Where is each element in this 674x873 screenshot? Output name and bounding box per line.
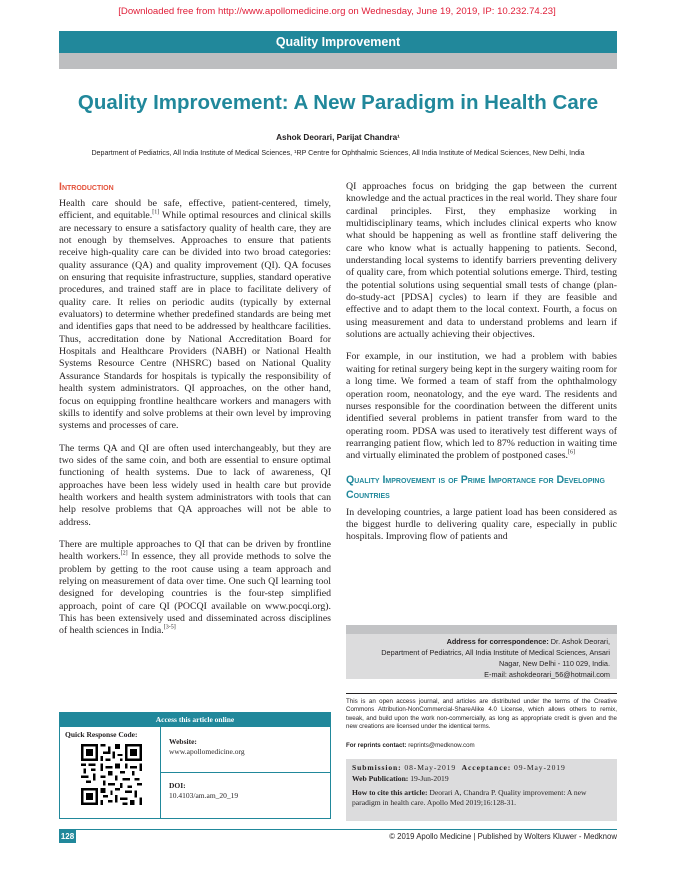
citation-ref[interactable]: [6] [568,449,576,456]
download-notice: [Downloaded free from http://www.apollomedicine.org on Wednesday, June 19, 2019, IP: 10.232.74.23] [118,6,556,17]
affiliation: Department of Pediatrics, All India Institute of Medical Sciences, ¹RP Centre for Ophthalmic Sciences, All India Institute of Medical Sciences, New Delhi, India [91,149,585,157]
license-text: This is an open access journal, and articles are distributed under the terms of the Creative Commons Attribution-NonCommercial-ShareAlike 4.0 License, which allows others to remix, tweak, and build upon the work non-commercially, as long as appropriate credit is given and the new creations are licensed under the identical terms. [346,693,617,731]
article-title: Quality Improvement: A New Paradigm in Health Care [77,91,599,114]
submission-label: Submission: [352,763,402,772]
paragraph [346,351,617,462]
correspondence-line: Department of Pediatrics, All India Institute of Medical Sciences, Ansari [381,648,610,657]
correspondence-heading [346,636,610,647]
citation [352,788,611,810]
paragraph-text: There are multiple approaches to QI that can be driven by frontline health workers. [59,538,331,563]
qr-code-icon[interactable] [81,744,142,805]
access-article-box [59,712,331,819]
heading-qi-developing-countries: Quality Improvement is of Prime Importance for Developing Countries [346,473,605,501]
website-link[interactable]: www.apollomedicine.org [169,747,245,756]
correspondence-line: Nagar, New Delhi - 110 029, India. [498,659,610,668]
page-number: 128 [60,832,75,841]
paragraph [59,198,331,433]
doi-label: DOI: [169,781,186,790]
reprints-email[interactable]: reprints@medknow.com [406,742,475,749]
correspondence-name: Dr. Ashok Deorari, [548,637,610,646]
correspondence-email[interactable]: E-mail: ashokdeorari_56@hotmail.com [484,670,610,679]
correspondence-label: Address for correspondence: [446,637,549,646]
doi-cell [161,773,330,819]
doi-link[interactable]: 10.4103/am.am_20_19 [169,791,239,800]
citation-ref[interactable]: [3-5] [163,625,176,632]
reprints-label: For reprints contact: [346,742,407,749]
paragraph-text: For example, in our institution, we had a problem with babies waiting for retinal surgery being kept in the surgery waiting room for a long time. We formed a team of staff from the ophthalmology operation room, neonatology, and the eye ward. The residents and nurses responsible for the coordination between the different units identified several problems in patient transfer from ward to the operating room. PDSA was used to iteratively test different ways of rearranging patient flow, which led to 87% reduction in waiting time and virtually eliminated the problem of postponed cases. [346,351,617,462]
web-publication [352,774,611,785]
paragraph-text: Health care should be safe, effective, patient-centered, timely, efficient, and equitable. [59,198,331,222]
citation-ref[interactable]: [2] [120,551,128,558]
paragraph-text: In essence, they all provide methods to solve the problem by getting to the root cause using a team approach and relying on measurement of data over time. One such QI learning tool designed for developing countries is the four-step simplified approach, point of care QI (POCQI available on www.pocqi.org). This has been extensively used and disseminated across disciplines of health sciences in India. [59,551,331,637]
paragraph: QI approaches focus on bridging the gap between the current knowledge and the actual practices in the real world. They share four cardinal principles. First, they emphasize working in multidisciplinary teams, which includes clinical experts who know what should be happening as well as frontline staff delivering the care who know what is actually happening to patients. Second, understanding local systems to identify barriers preventing delivery of quality care, from which potential solutions emerge. Third, testing the potential solutions using sequential small tests of change (plan-do-study-act [PDSA] cycles) to learn if they are feasible and effective and to adapt them to the local context. Fourth, a focus on using measurement and data to understand problems and learn if solutions are actually achieving their objectives. [346,181,617,341]
left-column [59,181,331,648]
correspondence-box [346,625,617,679]
footer-divider [59,829,617,830]
submission-dates [352,763,611,774]
acceptance-date: 09-May-2019 [511,763,566,772]
citation-text: Deorari A, Chandra P. Quality improvement: A new paradigm in health care. Apollo Med 2019;16:128-31. [352,787,587,808]
paragraph [59,539,331,638]
citation-ref[interactable]: [1] [152,210,160,217]
access-box-header: Access this article online [60,713,330,727]
section-header: Quality Improvement [59,31,617,53]
citation-label: How to cite this article: [352,787,428,797]
qr-label: Quick Response Code: [65,730,138,739]
submission-date: 08-May-2019 [401,763,457,772]
paragraph-text: While optimal resources and clinical skills are necessary to ensure a satisfactory quality of health care, they are not enough by themselves. Approaches to ensure that patients receive high-quality care can be divided into two broad categories: quality assurance (QA) and quality improvement (QI). QA focuses on ensuring that requisite infrastructure, supplies, standard operative procedures, and trained staff are in place to facilitate delivery of quality care. It relies on periodic audits (typically by external evaluators) to determine whether predefined standards are being met and identifies gaps that need to be addressed by healthcare facilities. Thus, accreditation done by National Accreditation Board for Hospitals and Healthcare Providers (NABH) or National Health Systems Resource Centre (NHSRC) based on National Quality Assurance Standards for hospitals is typically the responsibility of health system administrators. QI approaches, on the other hand, focus on equipping frontline healthcare workers and managers with skills to identify and solve problems at their own level by improving systems and processes of care. [59,210,331,432]
right-column [346,181,617,554]
acceptance-label: Acceptance: [461,763,512,772]
web-publication-date: 19-Jun-2019 [408,773,449,783]
website-label: Website: [169,737,197,746]
reprints-contact [346,742,617,749]
website-cell [161,727,330,773]
footer-copyright: © 2019 Apollo Medicine | Published by Wolters Kluwer - Medknow [389,832,617,841]
paragraph: In developing countries, a large patient load has been considered as the biggest hurdle to delivering quality care, especially in public hospitals. Improving flow of patients and [346,506,617,543]
qr-cell [60,727,161,819]
heading-introduction: Introduction [59,181,114,193]
submission-box [346,759,617,821]
paragraph: The terms QA and QI are often used interchangeably, but they are two sides of the same coin, and both are essential to ensure optimal functioning of health systems. Due to lack of awareness, QI approaches have been less widely used in health care but provide health workers and health system administrators with tools that can help resolve problems that QA approaches will not be able to address. [59,442,331,528]
section-header-divider [59,53,617,69]
web-publication-label: Web Publication: [352,773,409,783]
authors: Ashok Deorari, Parijat Chandra¹ [276,133,400,142]
